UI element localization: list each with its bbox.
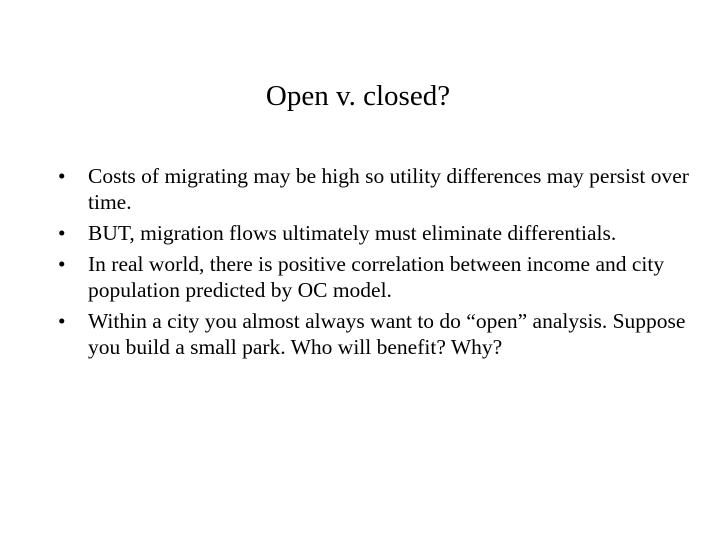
bullet-list: [58, 163, 698, 365]
bullet-icon: •: [58, 221, 66, 245]
bullet-item: [58, 220, 698, 246]
bullet-item: [58, 251, 698, 303]
bullet-icon: •: [58, 252, 66, 276]
bullet-text: BUT, migration flows ultimately must eliminate differentials.: [88, 221, 617, 245]
bullet-text: Within a city you almost always want to do “open” analysis. Suppose you build a small park. Who will benefit? Why?: [88, 309, 686, 359]
bullet-item: [58, 308, 698, 360]
slide-title: Open v. closed?: [265, 80, 451, 112]
bullet-text: Costs of migrating may be high so utility differences may persist over time.: [88, 164, 689, 214]
bullet-text: In real world, there is positive correlation between income and city population predicted by OC model.: [88, 252, 665, 302]
bullet-item: [58, 163, 698, 215]
bullet-icon: •: [58, 309, 66, 333]
bullet-icon: •: [58, 164, 66, 188]
